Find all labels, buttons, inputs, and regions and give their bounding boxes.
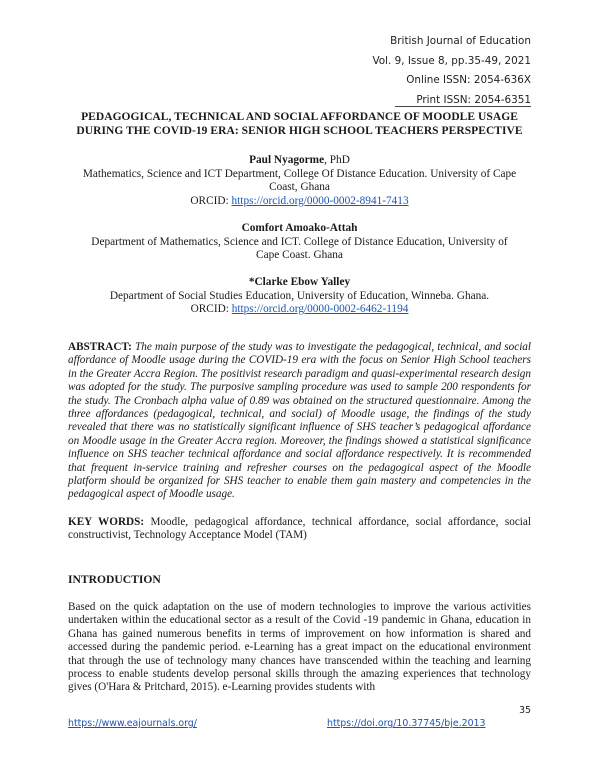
- footer-right: [327, 718, 485, 729]
- title-line-1: PEDAGOGICAL, TECHNICAL AND SOCIAL AFFORDANCE OF MOODLE USAGE: [81, 111, 518, 123]
- keywords: [68, 516, 531, 543]
- author-block-1: [68, 154, 531, 208]
- author-name: Paul Nyagorme: [249, 154, 325, 166]
- print-issn: Print ISSN: 2054-6351: [416, 94, 531, 106]
- author-affiliation: Coast, Ghana: [269, 181, 330, 194]
- author-affiliation: Mathematics, Science and ICT Department, College Of Distance Education. University of Cape: [82, 167, 517, 180]
- author-affiliation: Department of Mathematics, Science and ICT. College of Distance Education, University of: [91, 235, 508, 248]
- orcid-link[interactable]: https://orcid.org/0000-0002-6462-1194: [231, 303, 409, 316]
- orcid-label: ORCID:: [190, 194, 232, 207]
- journal-name: British Journal of Education: [390, 35, 531, 47]
- author-degree: , PhD: [324, 154, 350, 166]
- keywords-label: KEY WORDS:: [68, 516, 145, 528]
- introduction-heading: INTRODUCTION: [68, 573, 161, 586]
- orcid-link[interactable]: https://orcid.org/0000-0002-8941-7413: [231, 194, 409, 207]
- footer-left: [68, 718, 197, 729]
- abstract: [68, 341, 531, 502]
- page-number: 35: [519, 705, 531, 716]
- abstract-label: ABSTRACT:: [68, 341, 132, 353]
- introduction-paragraph: Based on the quick adaptation on the use of modern technologies to improve the various activities undertaken within the educational sector as a result of the Covid -19 pandemic in Ghana, education in Ghana has gained numerous benefits in terms of improvement on how information is shared and accessed during the pandemic period. e-Learning has a great impact on the educational environment that through the use of technology many chances have transcended within the teaching and learning process to enable students develop personal skills through the amazing experiences that technology gives (O'Hara & Pritchard, 2015). e-Learning provides students with: [68, 601, 531, 694]
- author-block-3: [68, 276, 531, 317]
- author-name: Comfort Amoako-Attah: [241, 222, 358, 234]
- author-affiliation: Cape Coast. Ghana: [256, 249, 343, 262]
- header-rule: [395, 106, 531, 107]
- abstract-text: The main purpose of the study was to investigate the pedagogical, technical, and social affordance of Moodle usage during the COVID-19 era with the focus on Senior High School teachers in the Greater Accra Region. The positivist research paradigm and quasi-experimental research design was adopted for the study. The purposive sampling procedure was used to sample 200 respondents for the study. The Cronbach alpha value of 0.89 was obtained on the structured questionnaire. Among the three affordances (pedagogical, technical, and social) of Moodle usage, the findings of the study revealed that there was no statistically significant influence of SHS teacher’s pedagogical affordance on Moodle usage in the Greater Accra region. Moreover, the findings showed a statistical significance influence on SHS teacher technical affordance and social affordance respectively. It is recommended that frequent in-service training and refresher courses on the pedagogical aspect of the Moodle platform should be organized for SHS teacher to enable them gain mastery and competencies in the pedagogical aspect of Moodle usage.: [68, 341, 531, 501]
- doi-link[interactable]: https://doi.org/10.37745/bje.2013: [327, 718, 486, 729]
- orcid-label: ORCID:: [190, 303, 232, 316]
- author-block-2: [68, 222, 531, 263]
- author-affiliation: Department of Social Studies Education, University of Education, Winneba. Ghana.: [109, 289, 490, 302]
- author-name: *Clarke Ebow Yalley: [248, 276, 351, 288]
- online-issn: Online ISSN: 2054-636X: [406, 74, 531, 86]
- journal-site-link[interactable]: https://www.eajournals.org/: [68, 718, 197, 729]
- keywords-text: Moodle, pedagogical affordance, technical affordance, social affordance, social constructivist, Technology Acceptance Model (TAM): [68, 516, 531, 542]
- paper-title: [68, 111, 531, 138]
- title-line-2: DURING THE COVID-19 ERA: SENIOR HIGH SCHOOL TEACHERS PERSPECTIVE: [76, 124, 523, 137]
- volume-issue: Vol. 9, Issue 8, pp.35-49, 2021: [372, 55, 531, 67]
